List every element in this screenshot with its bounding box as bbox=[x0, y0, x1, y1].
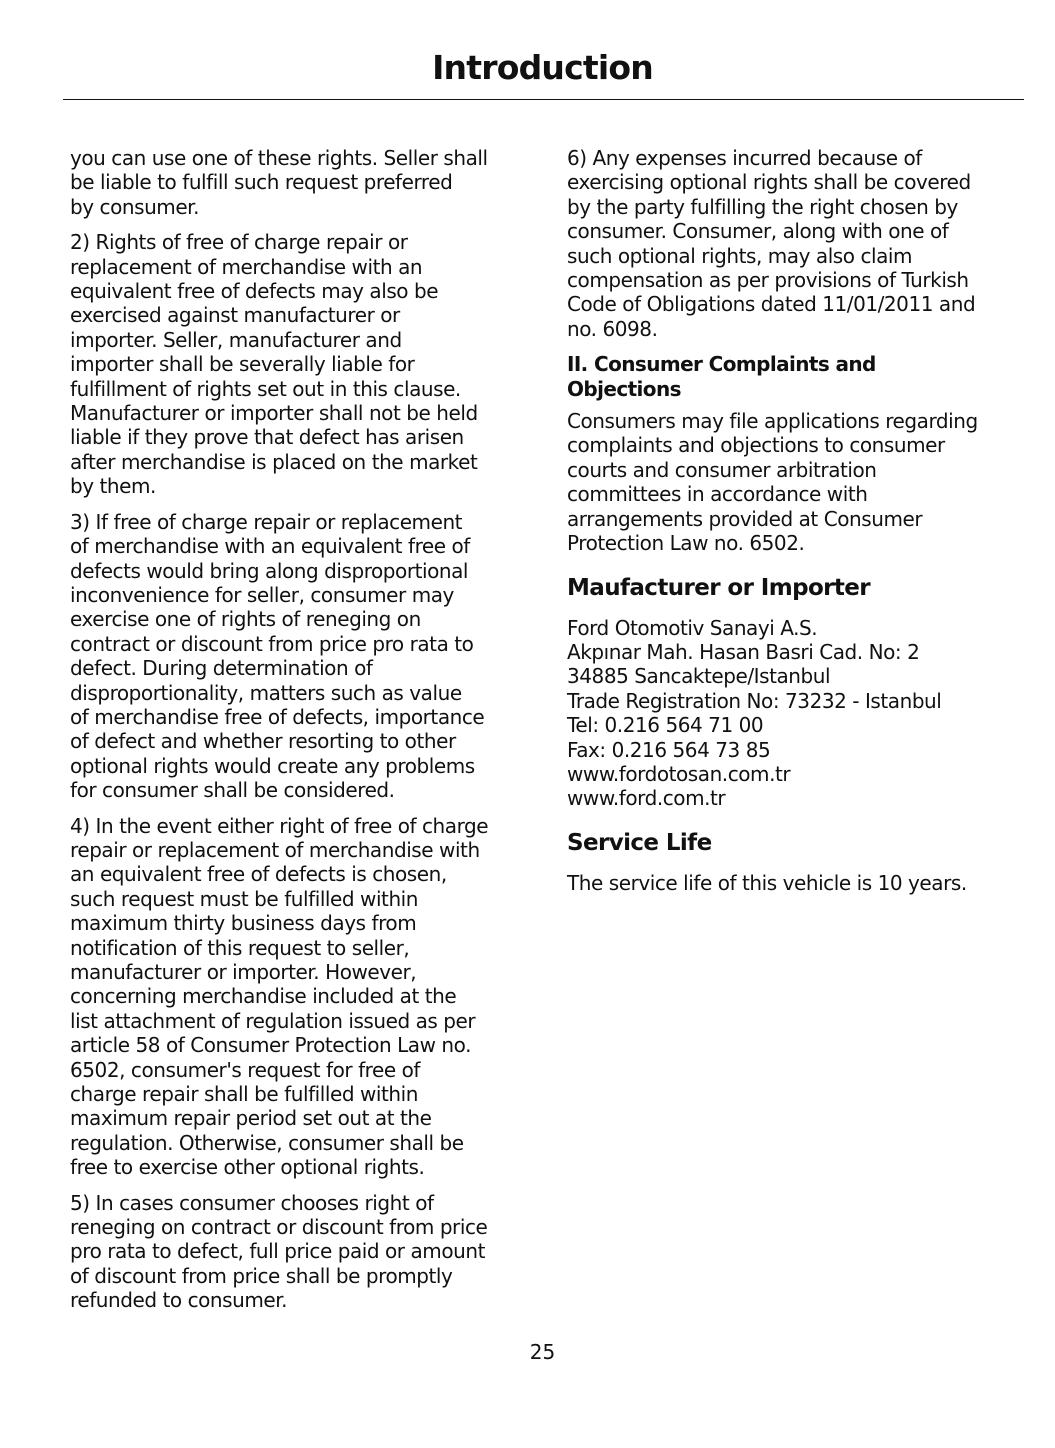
address-website-fordotosan: www.fordotosan.com.tr bbox=[567, 761, 791, 786]
page-number: 25 bbox=[529, 1340, 556, 1364]
paragraph-4-fulfillment-period: 4) In the event either right of free of charge repair or replacement of merchandise with an equivalent free of defects is chosen, such request must be fulfilled within maximum thirty business days from notification of this request to seller, manufacturer or importer. However, concerning merchandise included at the list attachment of regulation issued as per article 58 of Consumer Protection Law no. 6502, consumer's request for free of charge repair shall be fulfilled within maximum repair period set out at the regulation. Otherwise, consumer shall be free to exercise other optional rights. bbox=[70, 813, 489, 1180]
address-street: Akpınar Mah. Hasan Basri Cad. No: 2 bbox=[567, 639, 920, 664]
left-column bbox=[70, 146, 532, 1324]
title-divider bbox=[63, 99, 1024, 100]
manufacturer-address bbox=[567, 616, 1027, 811]
complaints-text: Consumers may file applications regarding complaints and objections to consumer courts and consumer arbitration committees in accordance with arrangements provided at Consumer Protection Law no. 6502. bbox=[567, 409, 978, 556]
address-city: 34885 Sancaktepe/Istanbul bbox=[567, 664, 831, 689]
paragraph-6-expenses: 6) Any expenses incurred because of exercising optional rights shall be covered by the party fulfilling the right chosen by consumer. Consumer, along with one of such optional rights, may also claim compensation as per provisions of Turkish Code of Obligations dated 11/01/2011 and no. 6098. bbox=[567, 146, 976, 341]
page-title: Introduction bbox=[432, 48, 653, 87]
address-trade-registration: Trade Registration No: 73232 - Istanbul bbox=[567, 688, 942, 713]
right-column bbox=[567, 146, 1027, 906]
manufacturer-heading: Maufacturer or Importer bbox=[567, 574, 871, 601]
paragraph-rights-continued: you can use one of these rights. Seller shall be liable to fulfill such request preferred by consumer. bbox=[70, 146, 488, 219]
service-life-heading: Service Life bbox=[567, 829, 712, 856]
complaints-heading: II. Consumer Complaints and Objections bbox=[567, 352, 876, 401]
paragraph-5-refund: 5) In cases consumer chooses right of reneging on contract or discount from price pro rata to defect, full price paid or amount of discount from price shall be promptly refunded to consumer. bbox=[70, 1190, 488, 1313]
address-telephone: Tel: 0.216 564 71 00 bbox=[567, 713, 764, 738]
address-fax: Fax: 0.216 564 73 85 bbox=[567, 737, 771, 762]
paragraph-2-repair-rights: 2) Rights of free of charge repair or replacement of merchandise with an equivalent free of defects may also be exercised against manufacturer or importer. Seller, manufacturer and importer shall be severally liable for fulfillment of rights set out in this clause. Manufacturer or importer shall not be held liable if they prove that defect has arisen after merchandise is placed on the market by them. bbox=[70, 230, 478, 499]
service-life-text: The service life of this vehicle is 10 years. bbox=[567, 870, 967, 895]
address-company: Ford Otomotiv Sanayi A.S. bbox=[567, 615, 818, 640]
paragraph-3-disproportional: 3) If free of charge repair or replacement of merchandise with an equivalent free of defects would bring along disproportional inconvenience for seller, consumer may exercise one of rights of reneging on contract or discount from price pro rata to defect. During determination of disproportionality, matters such as value of merchandise free of defects, importance of defect and whether resorting to other optional rights would create any problems for consumer shall be considered. bbox=[70, 509, 485, 803]
address-website-ford: www.ford.com.tr bbox=[567, 786, 726, 811]
